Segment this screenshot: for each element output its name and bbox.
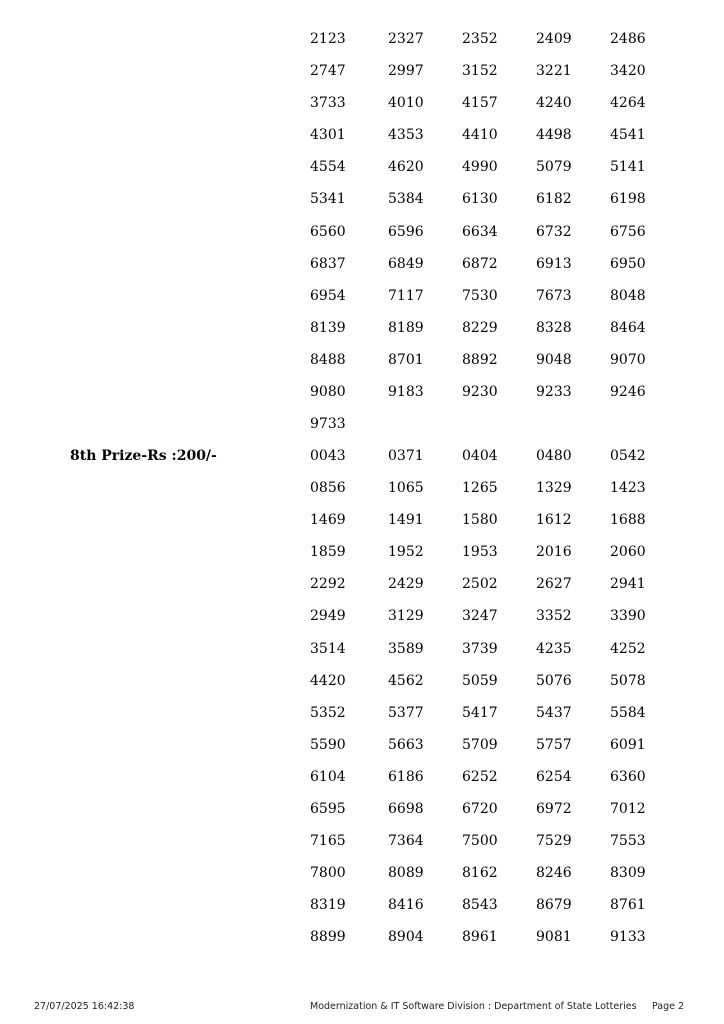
- lottery-number: 8416: [388, 897, 424, 914]
- lottery-number: 8899: [310, 929, 346, 946]
- lottery-number: 7364: [388, 833, 424, 850]
- lottery-number: 8089: [388, 865, 424, 882]
- lottery-number: 5663: [388, 736, 424, 753]
- lottery-number: 7165: [310, 833, 346, 850]
- footer-division: Modernization & IT Software Division : Department of State Lotteries: [310, 1001, 637, 1012]
- lottery-number: 6913: [536, 255, 572, 272]
- lottery-number: 8464: [610, 319, 646, 336]
- lottery-number: 4157: [462, 95, 498, 112]
- lottery-number: 1580: [462, 512, 498, 529]
- lottery-number: 4420: [310, 672, 346, 689]
- lottery-number: 3129: [388, 608, 424, 625]
- lottery-number: 4562: [388, 672, 424, 689]
- number-row: [0, 254, 724, 286]
- number-row: [0, 671, 724, 703]
- continued-prize-section: [0, 29, 724, 446]
- lottery-number: 8309: [610, 865, 646, 882]
- lottery-number: 0480: [536, 448, 572, 464]
- lottery-number: 7800: [310, 865, 346, 882]
- lottery-number: 6104: [310, 768, 346, 785]
- lottery-number: 1491: [388, 512, 424, 529]
- lottery-number: 9080: [310, 384, 346, 401]
- lottery-number: 9070: [610, 351, 646, 368]
- number-row: [0, 189, 724, 221]
- lottery-number: 1953: [462, 544, 498, 561]
- lottery-number: 6360: [610, 768, 646, 785]
- lottery-number: 1469: [310, 512, 346, 529]
- lottery-number: 6254: [536, 768, 572, 785]
- lottery-number: 9733: [310, 416, 346, 433]
- lottery-number: 3589: [388, 640, 424, 657]
- lottery-number: 6756: [610, 223, 646, 240]
- lottery-number: 3733: [310, 95, 346, 112]
- lottery-number: 2123: [310, 31, 346, 47]
- number-row: [0, 895, 724, 927]
- number-row: [0, 93, 724, 125]
- lottery-number: 5417: [462, 704, 498, 721]
- lottery-number: 7530: [462, 287, 498, 304]
- lottery-number: 5076: [536, 672, 572, 689]
- number-row: [0, 735, 724, 767]
- lottery-number: 5377: [388, 704, 424, 721]
- lottery-number: 4301: [310, 127, 346, 144]
- lottery-number: 9048: [536, 351, 572, 368]
- lottery-number: 4353: [388, 127, 424, 144]
- lottery-number: 4498: [536, 127, 572, 144]
- lottery-number: 3390: [610, 608, 646, 625]
- lottery-number: 6182: [536, 191, 572, 208]
- lottery-number: 9233: [536, 384, 572, 401]
- lottery-number: 6595: [310, 801, 346, 818]
- lottery-number: 8679: [536, 897, 572, 914]
- eighth-prize-numbers: [0, 446, 724, 960]
- number-row: [0, 350, 724, 382]
- lottery-number: 8543: [462, 897, 498, 914]
- lottery-number: 8229: [462, 319, 498, 336]
- lottery-number: 8328: [536, 319, 572, 336]
- number-row: [0, 510, 724, 542]
- lottery-number: 4620: [388, 159, 424, 176]
- lottery-number: 2327: [388, 31, 424, 47]
- lottery-number: 6091: [610, 736, 646, 753]
- lottery-number: 7553: [610, 833, 646, 850]
- lottery-number: 5341: [310, 191, 346, 208]
- lottery-number: 6252: [462, 768, 498, 785]
- number-row: [0, 222, 724, 254]
- lottery-number: 8246: [536, 865, 572, 882]
- footer-page-number: Page 2: [652, 1001, 685, 1012]
- number-row: [0, 382, 724, 414]
- lottery-number: 2997: [388, 63, 424, 80]
- lottery-number: 1612: [536, 512, 572, 529]
- lottery-number: 8189: [388, 319, 424, 336]
- eighth-prize-label: 8th Prize-Rs :200/-: [70, 448, 217, 464]
- lottery-number: 8961: [462, 929, 498, 946]
- lottery-number: 2502: [462, 576, 498, 593]
- lottery-number: 2409: [536, 31, 572, 47]
- lottery-number: 6954: [310, 287, 346, 304]
- lottery-number: 2949: [310, 608, 346, 625]
- number-row: [0, 639, 724, 671]
- lottery-number: 8319: [310, 897, 346, 914]
- number-row: [0, 542, 724, 574]
- lottery-number: 6720: [462, 801, 498, 818]
- number-row: [0, 157, 724, 189]
- lottery-number: 7673: [536, 287, 572, 304]
- lottery-number: 6972: [536, 801, 572, 818]
- lottery-number: 8488: [310, 351, 346, 368]
- lottery-number: 5590: [310, 736, 346, 753]
- lottery-number: 4410: [462, 127, 498, 144]
- lottery-number: 2941: [610, 576, 646, 593]
- number-row: [0, 125, 724, 157]
- lottery-number: 6634: [462, 223, 498, 240]
- lottery-number: 6698: [388, 801, 424, 818]
- lottery-number: 9246: [610, 384, 646, 401]
- lottery-number: 3420: [610, 63, 646, 80]
- lottery-number: 6950: [610, 255, 646, 272]
- number-row: [0, 61, 724, 93]
- number-row: [0, 703, 724, 735]
- lottery-number: 2429: [388, 576, 424, 593]
- number-row: [0, 574, 724, 606]
- lottery-number: 8048: [610, 287, 646, 304]
- lottery-number: 5141: [610, 159, 646, 176]
- lottery-number: 6872: [462, 255, 498, 272]
- lottery-number: 9183: [388, 384, 424, 401]
- lottery-number: 1265: [462, 480, 498, 497]
- lottery-number: 4264: [610, 95, 646, 112]
- lottery-number: 1952: [388, 544, 424, 561]
- lottery-number: 1859: [310, 544, 346, 561]
- lottery-number: 6130: [462, 191, 498, 208]
- number-row: [0, 446, 724, 478]
- lottery-number: 5584: [610, 704, 646, 721]
- lottery-number: 7117: [388, 287, 424, 304]
- eighth-prize-section: [0, 446, 724, 960]
- lottery-number: 1423: [610, 480, 646, 497]
- lottery-number: 1329: [536, 480, 572, 497]
- lottery-number: 0404: [462, 448, 498, 464]
- lottery-number: 2292: [310, 576, 346, 593]
- number-row: [0, 606, 724, 638]
- lottery-number: 3739: [462, 640, 498, 657]
- lottery-number: 8701: [388, 351, 424, 368]
- lottery-number: 7500: [462, 833, 498, 850]
- number-row: [0, 799, 724, 831]
- lottery-number: 2352: [462, 31, 498, 47]
- lottery-number: 9133: [610, 929, 646, 946]
- lottery-number: 0856: [310, 480, 346, 497]
- lottery-number: 3221: [536, 63, 572, 80]
- lottery-number: 2016: [536, 544, 572, 561]
- lottery-number: 8761: [610, 897, 646, 914]
- lottery-number: 3247: [462, 608, 498, 625]
- lottery-number: 6198: [610, 191, 646, 208]
- lottery-number: 0043: [310, 448, 346, 464]
- lottery-number: 5079: [536, 159, 572, 176]
- lottery-number: 0542: [610, 448, 646, 464]
- lottery-number: 5709: [462, 736, 498, 753]
- number-row: [0, 286, 724, 318]
- number-row: [0, 767, 724, 799]
- lottery-number: 5352: [310, 704, 346, 721]
- number-row: [0, 29, 724, 61]
- lottery-number: 4235: [536, 640, 572, 657]
- lottery-number: 2060: [610, 544, 646, 561]
- lottery-number: 5059: [462, 672, 498, 689]
- lottery-number: 5078: [610, 672, 646, 689]
- lottery-number: 3352: [536, 608, 572, 625]
- lottery-number: 4240: [536, 95, 572, 112]
- lottery-number: 3514: [310, 640, 346, 657]
- lottery-number: 8139: [310, 319, 346, 336]
- lottery-number: 4010: [388, 95, 424, 112]
- lottery-number: 2627: [536, 576, 572, 593]
- lottery-number: 6849: [388, 255, 424, 272]
- lottery-number: 6596: [388, 223, 424, 240]
- lottery-number: 9230: [462, 384, 498, 401]
- lottery-number: 4252: [610, 640, 646, 657]
- lottery-number: 7012: [610, 801, 646, 818]
- lottery-number: 8904: [388, 929, 424, 946]
- lottery-number: 6186: [388, 768, 424, 785]
- lottery-number: 4541: [610, 127, 646, 144]
- continued-prize-numbers: [0, 29, 724, 446]
- lottery-number: 4554: [310, 159, 346, 176]
- lottery-number: 5757: [536, 736, 572, 753]
- lottery-number: 2747: [310, 63, 346, 80]
- lottery-number: 5437: [536, 704, 572, 721]
- number-row: [0, 831, 724, 863]
- lottery-number: 2486: [610, 31, 646, 47]
- lottery-number: 8892: [462, 351, 498, 368]
- lottery-number: 4990: [462, 159, 498, 176]
- number-row: [0, 863, 724, 895]
- lottery-number: 8162: [462, 865, 498, 882]
- number-row: [0, 318, 724, 350]
- lottery-number: 6837: [310, 255, 346, 272]
- number-row: [0, 927, 724, 959]
- number-row: [0, 478, 724, 510]
- number-row: [0, 414, 724, 446]
- lottery-number: 7529: [536, 833, 572, 850]
- lottery-number: 6732: [536, 223, 572, 240]
- footer-timestamp: 27/07/2025 16:42:38: [34, 1001, 135, 1012]
- lottery-number: 9081: [536, 929, 572, 946]
- lottery-number: 0371: [388, 448, 424, 464]
- lottery-number: 3152: [462, 63, 498, 80]
- lottery-number: 6560: [310, 223, 346, 240]
- lottery-number: 1688: [610, 512, 646, 529]
- lottery-number: 1065: [388, 480, 424, 497]
- lottery-number: 5384: [388, 191, 424, 208]
